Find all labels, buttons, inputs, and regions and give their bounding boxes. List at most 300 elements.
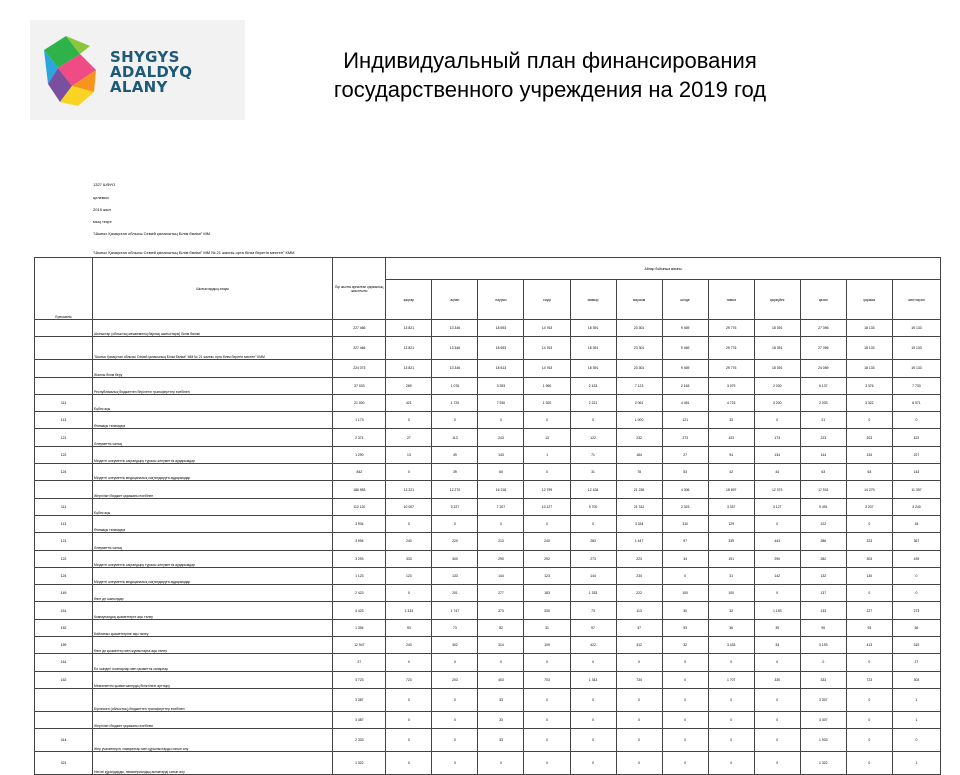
row-month-value: 0	[524, 464, 570, 481]
row-month-value: 0	[616, 729, 662, 752]
row-month-value: 134	[846, 446, 892, 463]
row-month-value: 2 323	[662, 498, 708, 515]
row-month-value: 36	[892, 619, 940, 636]
row-month-value: 44	[754, 464, 800, 481]
header-code: Ерекшелік	[35, 258, 93, 320]
row-month-value: 9 469	[662, 337, 708, 360]
row-month-value: 33	[754, 637, 800, 654]
row-month-value: 0	[754, 515, 800, 532]
row-month-value: 213	[478, 533, 524, 550]
row-month-value: 31	[708, 567, 754, 584]
row-month-value: 300	[432, 550, 478, 567]
row-month-value: 30	[662, 602, 708, 619]
row-name: Еңбек ақы	[93, 394, 333, 411]
row-month-value: 14 763	[524, 320, 570, 337]
row-month-value: 144	[800, 446, 846, 463]
row-month-value: 144	[570, 567, 616, 584]
row-month-value: 0	[570, 654, 616, 671]
row-month-value: 2 163	[662, 377, 708, 394]
row-month-value: 367	[892, 533, 940, 550]
row-month-value: 21 312	[616, 498, 662, 515]
row-total: 227 466	[333, 320, 386, 337]
row-month-value: 3 376	[846, 377, 892, 394]
row-month-value: 13	[386, 446, 432, 463]
row-name: Жер учаскелерін, ғимараттар мен құрылыстарды сатып алу	[93, 729, 333, 752]
row-month-value: 63	[800, 464, 846, 481]
row-month-value: 23 301	[616, 360, 662, 377]
row-month-value: 0	[708, 752, 754, 775]
row-code: 149	[35, 585, 93, 602]
row-month-value: 0	[708, 729, 754, 752]
row-month-value: 273	[892, 602, 940, 619]
row-month-value: 37	[616, 619, 662, 636]
row-month-value: 314	[478, 637, 524, 654]
table-row	[35, 337, 941, 360]
row-month-value: 109	[524, 637, 570, 654]
row-month-value: 0	[524, 688, 570, 711]
row-month-value: 422	[570, 637, 616, 654]
row-month-value: 282	[800, 550, 846, 567]
row-month-value: 3 322	[846, 394, 892, 411]
row-total: 3 994	[333, 533, 386, 550]
row-month-value: 0	[708, 711, 754, 728]
row-month-value: 1	[524, 446, 570, 463]
row-month-value: 12 799	[524, 481, 570, 498]
row-month-value: 0	[662, 567, 708, 584]
logo	[30, 20, 245, 120]
row-month-value: 1 920	[524, 394, 570, 411]
row-month-value: 0	[662, 711, 708, 728]
row-month-value: 203	[432, 671, 478, 688]
header-month: маусым	[616, 280, 662, 320]
row-month-value: 6 971	[892, 394, 940, 411]
meta-line: 2019 жыл	[93, 207, 111, 212]
row-month-value: 0	[432, 688, 478, 711]
row-month-value: 0	[892, 729, 940, 752]
row-code: 124	[35, 464, 93, 481]
row-month-value: 223	[846, 533, 892, 550]
row-month-value: 32	[662, 637, 708, 654]
header-month: наурыз	[478, 280, 524, 320]
row-month-value: 0	[846, 654, 892, 671]
logo-text	[110, 50, 245, 95]
row-month-value: 2 433	[570, 377, 616, 394]
row-month-value: 0	[846, 752, 892, 775]
row-name: Өтемақы төлемдері	[93, 412, 333, 429]
row-month-value: 14 763	[524, 360, 570, 377]
row-month-value: 0	[754, 654, 800, 671]
row-month-value: 443	[754, 533, 800, 550]
row-code	[35, 688, 93, 711]
row-code	[35, 337, 93, 360]
row-month-value: 6 137	[800, 377, 846, 394]
row-month-value: 0	[478, 654, 524, 671]
row-month-value: 0	[432, 412, 478, 429]
row-month-value: 0	[708, 688, 754, 711]
row-month-value: 0	[570, 711, 616, 728]
row-month-value: 132	[800, 567, 846, 584]
row-month-value: 19 133	[892, 320, 940, 337]
row-month-value: 0	[524, 412, 570, 429]
row-month-value: 2 221	[570, 394, 616, 411]
row-month-value: 0	[524, 515, 570, 532]
table-row	[35, 533, 941, 550]
row-month-value: 14 763	[524, 337, 570, 360]
row-month-value: 0	[616, 654, 662, 671]
row-total: 1 173	[333, 412, 386, 429]
row-month-value: 137	[800, 585, 846, 602]
row-name: Әлеуметтік салық	[93, 533, 333, 550]
table-row	[35, 637, 941, 654]
row-total: 186 983	[333, 481, 386, 498]
row-month-value: 273	[570, 550, 616, 567]
row-month-value: 1 322	[800, 752, 846, 775]
row-month-value: 19 133	[892, 360, 940, 377]
row-month-value: 123	[524, 567, 570, 584]
row-total: 3 387	[333, 711, 386, 728]
row-month-value: 3 307	[800, 711, 846, 728]
row-name: Жергілікті бюджет қаражаты есебінен	[93, 481, 333, 498]
row-total: 1 123	[333, 567, 386, 584]
row-name: Республикалық бюджеттен берілетін трансферттер есебінен	[93, 377, 333, 394]
row-month-value: 201	[432, 585, 478, 602]
row-total: 1 290	[333, 446, 386, 463]
meta-line: мың теңге	[93, 219, 112, 224]
row-month-value: 0	[386, 752, 432, 775]
table-row	[35, 602, 941, 619]
meta-line: "Шығыс Қазақстан облысы Семей қаласының Білім бөлімі" ММ № 21 жалпы орта білім беретін мектеп" КММ	[93, 250, 295, 255]
row-month-value: 144	[478, 567, 524, 584]
row-month-value: 1 960	[524, 377, 570, 394]
row-month-value: 18 693	[478, 337, 524, 360]
row-month-value: 234	[616, 567, 662, 584]
header-month: қараша	[846, 280, 892, 320]
header-month: тамыз	[708, 280, 754, 320]
row-month-value: 11 397	[892, 481, 940, 498]
row-name: "Шығыс Қазақстан облысы Семей қаласының Білім бөлімі" ММ № 21 жалпы орта білім беретін мектеп" КММ	[93, 337, 333, 360]
table-row	[35, 412, 941, 429]
row-code	[35, 711, 93, 728]
row-month-value: 23 301	[616, 337, 662, 360]
row-month-value: 10 007	[386, 498, 432, 515]
table-row	[35, 377, 941, 394]
row-month-value: 0	[386, 654, 432, 671]
row-month-value: 0	[846, 585, 892, 602]
row-month-value: 1 193	[754, 602, 800, 619]
row-month-value: 0	[754, 729, 800, 752]
meta-line: целевых	[93, 195, 109, 200]
row-month-value: 13 346	[432, 360, 478, 377]
row-month-value: 3 337	[708, 498, 754, 515]
row-month-value: 27	[662, 446, 708, 463]
row-month-value: 18	[892, 515, 940, 532]
financing-plan-table	[34, 257, 941, 775]
row-month-value: 333	[800, 671, 846, 688]
row-month-value: 173	[754, 429, 800, 446]
row-month-value: 183	[524, 585, 570, 602]
row-month-value: 21 236	[616, 481, 662, 498]
row-month-value: 16 218	[478, 481, 524, 498]
row-month-value: 3 334	[616, 515, 662, 532]
row-month-value: 422	[892, 429, 940, 446]
row-month-value: 0	[478, 515, 524, 532]
table-row	[35, 654, 941, 671]
row-month-value: 143	[892, 464, 940, 481]
row-code: 421	[35, 752, 93, 775]
row-month-value: 333	[386, 550, 432, 567]
row-month-value: 0	[570, 752, 616, 775]
row-month-value: 34	[662, 550, 708, 567]
row-month-value: 29 776	[708, 337, 754, 360]
row-code	[35, 360, 93, 377]
row-month-value: 310	[662, 515, 708, 532]
row-month-value: 18 391	[754, 360, 800, 377]
row-month-value: 13 821	[386, 320, 432, 337]
logo-line-1: SHYGYS	[110, 48, 180, 66]
row-month-value: 18 391	[754, 320, 800, 337]
row-month-value: 2 030	[754, 377, 800, 394]
row-month-value: 21	[800, 412, 846, 429]
row-month-value: 232	[616, 429, 662, 446]
row-month-value: 0	[662, 688, 708, 711]
row-month-value: 113	[616, 602, 662, 619]
row-month-value: 283	[570, 533, 616, 550]
row-code: 122	[35, 550, 93, 567]
row-name: Коммуналдық қызметтерге ақы төлеу	[93, 602, 333, 619]
row-name: Әлеуметтік салық	[93, 429, 333, 446]
row-month-value: 0	[616, 688, 662, 711]
row-month-value: 142	[754, 567, 800, 584]
row-month-value: 63	[846, 464, 892, 481]
row-month-value: 18 391	[754, 337, 800, 360]
row-month-value: 403	[478, 671, 524, 688]
row-total: 1 322	[333, 752, 386, 775]
row-month-value: 49	[432, 446, 478, 463]
row-name: Міндетті әлеуметтік медициналық сақтандыруға аударымдар	[93, 567, 333, 584]
row-month-value: 0	[892, 412, 940, 429]
row-month-value: 9 491	[800, 498, 846, 515]
header-month: желтоқсан	[892, 280, 940, 320]
row-month-value: 73	[570, 602, 616, 619]
row-month-value: 339	[708, 533, 754, 550]
row-name: Еңбек ақы	[93, 498, 333, 515]
row-month-value: 1 747	[432, 602, 478, 619]
table-row	[35, 585, 941, 602]
row-month-value: 3 307	[800, 688, 846, 711]
row-month-value: 82	[478, 619, 524, 636]
row-total: 3 387	[333, 688, 386, 711]
table-row	[35, 567, 941, 584]
row-month-value: 734	[616, 671, 662, 688]
row-month-value: 121	[662, 412, 708, 429]
row-month-value: 0	[570, 412, 616, 429]
row-month-value: 220	[432, 533, 478, 550]
row-code: 161	[35, 654, 93, 671]
row-month-value: 0	[478, 752, 524, 775]
row-month-value: 2 033	[800, 394, 846, 411]
row-total: 3 723	[333, 671, 386, 688]
row-month-value: 17 931	[800, 481, 846, 498]
table-row	[35, 688, 941, 711]
row-month-value: 1 333	[570, 585, 616, 602]
row-month-value: 0	[754, 585, 800, 602]
row-month-value: 33	[708, 412, 754, 429]
row-name: Жергілікті бюджет қаражаты есебінен	[93, 711, 333, 728]
row-code	[35, 481, 93, 498]
row-month-value: 9 227	[432, 498, 478, 515]
table-row	[35, 515, 941, 532]
row-name: Өзге де қызметтер мен жұмыстарға ақы төлеу	[93, 637, 333, 654]
row-month-value: 18 133	[846, 337, 892, 360]
row-month-value: 0	[662, 654, 708, 671]
row-name: Міндетті әлеуметтік медициналық сақтандыруға аударымдар	[93, 464, 333, 481]
row-month-value: 1 707	[708, 671, 754, 688]
row-code: 111	[35, 498, 93, 515]
title-line-1: Индивидуальный план финансирования	[343, 48, 757, 73]
row-month-value: 18 391	[570, 320, 616, 337]
row-month-value: 0	[524, 711, 570, 728]
row-code: 113	[35, 412, 93, 429]
row-month-value: 4 723	[708, 394, 754, 411]
row-month-value: 18 697	[708, 481, 754, 498]
row-month-value: 143	[478, 446, 524, 463]
row-month-value: 0	[570, 515, 616, 532]
row-month-value: 723	[386, 671, 432, 688]
row-total: 2 333	[333, 729, 386, 752]
row-code: 152	[35, 619, 93, 636]
row-month-value: 18 693	[478, 320, 524, 337]
row-month-value: 122	[800, 515, 846, 532]
row-total: 21 000	[333, 394, 386, 411]
row-month-value: 12 270	[432, 481, 478, 498]
row-month-value: 203	[846, 429, 892, 446]
table-row	[35, 550, 941, 567]
row-month-value: 0	[662, 671, 708, 688]
row-month-value: 1	[892, 711, 940, 728]
row-month-value: 0	[386, 711, 432, 728]
row-month-value: 31	[524, 619, 570, 636]
row-month-value: 18 391	[570, 360, 616, 377]
row-month-value: 1 333	[386, 602, 432, 619]
row-month-value: 3 433	[708, 637, 754, 654]
row-month-value: 1 343	[570, 671, 616, 688]
row-month-value: 93	[386, 619, 432, 636]
table-row	[35, 394, 941, 411]
row-month-value: 703	[524, 671, 570, 688]
row-month-value: 0	[846, 711, 892, 728]
row-month-value: 42	[708, 464, 754, 481]
row-month-value: 292	[524, 550, 570, 567]
logo-mark-icon	[38, 32, 104, 108]
row-month-value: 1 076	[432, 377, 478, 394]
row-month-value: 33	[478, 711, 524, 728]
row-month-value: 123	[386, 567, 432, 584]
row-total: 842	[333, 464, 386, 481]
row-month-value: 13 346	[432, 337, 478, 360]
row-month-value: 0	[892, 585, 940, 602]
row-name: Негізгі құралдарды, нематериалдық активтерді сатып алу	[93, 752, 333, 775]
row-month-value: 78	[616, 464, 662, 481]
row-month-value: 31	[570, 464, 616, 481]
row-month-value: 312	[616, 637, 662, 654]
row-month-value: 23 301	[616, 320, 662, 337]
row-month-value: 100	[708, 585, 754, 602]
row-month-value: 290	[478, 550, 524, 567]
row-month-value: 122	[570, 429, 616, 446]
header-month: ақпан	[432, 280, 478, 320]
row-month-value: 0	[386, 688, 432, 711]
row-name: Шығыстар (облыстық мешкеменің барлық шығыстары) Білім бөлімі	[93, 320, 333, 337]
row-month-value: 421	[386, 394, 432, 411]
row-total: 3 934	[333, 515, 386, 532]
row-month-value: 1	[892, 752, 940, 775]
table-row	[35, 481, 941, 498]
row-month-value: 73	[432, 619, 478, 636]
row-month-value: 13 346	[432, 320, 478, 337]
row-month-value: 723	[846, 671, 892, 688]
table-row	[35, 446, 941, 463]
row-month-value: 0	[662, 729, 708, 752]
row-month-value: 0	[800, 654, 846, 671]
row-month-value: 18 133	[846, 360, 892, 377]
row-month-value: 12 373	[754, 481, 800, 498]
row-month-value: 319	[892, 637, 940, 654]
row-name: Өтемақы төлемдері	[93, 515, 333, 532]
row-month-value: 0	[846, 729, 892, 752]
row-month-value: 277	[478, 585, 524, 602]
row-month-value: 1 000	[616, 412, 662, 429]
row-month-value: 7 733	[892, 377, 940, 394]
row-name: Бірлескен (облыстың) бюджеттен трансферттер есебінен	[93, 688, 333, 711]
row-month-value: 9 469	[662, 320, 708, 337]
table-row	[35, 619, 941, 636]
row-month-value: 184	[616, 446, 662, 463]
row-month-value: 0	[754, 752, 800, 775]
row-month-value: 9 700	[570, 498, 616, 515]
page-title	[290, 46, 810, 104]
row-month-value: 13 821	[386, 360, 432, 377]
row-total: 3 423	[333, 602, 386, 619]
row-month-value: 60	[478, 464, 524, 481]
row-month-value: 227	[846, 602, 892, 619]
row-total: 27	[333, 654, 386, 671]
row-total: 3 293	[333, 550, 386, 567]
header-month: қыркүйек	[754, 280, 800, 320]
row-month-value: 1	[892, 688, 940, 711]
header-month: қаңтар	[386, 280, 432, 320]
row-month-value: 269	[386, 377, 432, 394]
row-month-value: 0	[386, 729, 432, 752]
row-code: 113	[35, 515, 93, 532]
row-month-value: 7 123	[616, 377, 662, 394]
row-month-value: 0	[846, 412, 892, 429]
row-month-value: 330	[524, 602, 570, 619]
row-month-value: 18 391	[570, 337, 616, 360]
row-month-value: 273	[662, 429, 708, 446]
row-month-value: 7 930	[478, 394, 524, 411]
row-month-value: 14 279	[846, 481, 892, 498]
row-month-value: 373	[478, 602, 524, 619]
row-month-value: 100	[662, 585, 708, 602]
row-month-value: 93	[846, 619, 892, 636]
table-row	[35, 729, 941, 752]
row-month-value: 3 393	[478, 377, 524, 394]
row-month-value: 0	[662, 752, 708, 775]
title-line-2: государственного учреждения на 2019 год	[333, 77, 767, 102]
row-name: Міндетті әлеуметтік сақтандыру туралы әлеуметтік аударымдар	[93, 446, 333, 463]
row-code	[35, 377, 93, 394]
table-row	[35, 464, 941, 481]
